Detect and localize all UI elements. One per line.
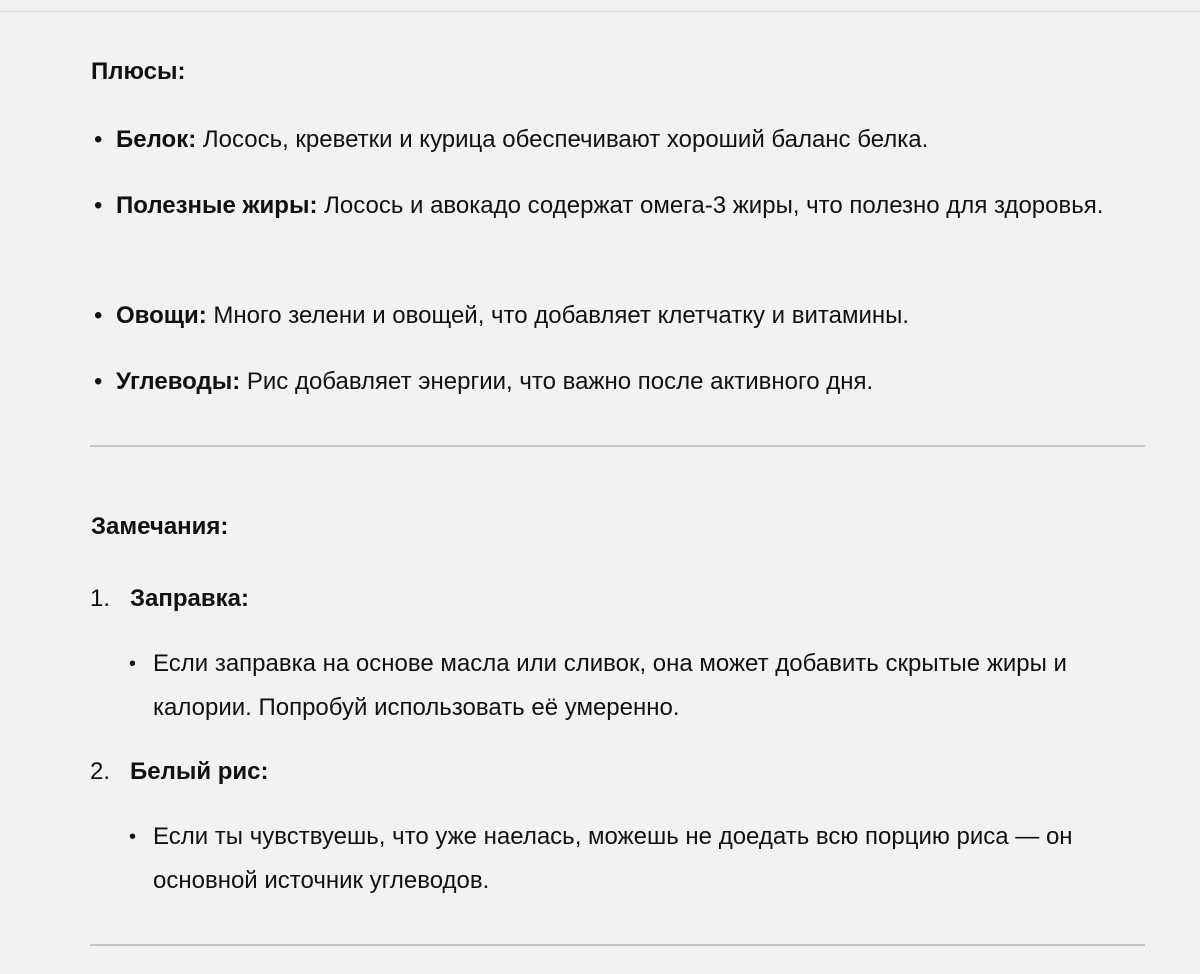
item-text: Много зелени и овощей, что добавляет клетчатку и витамины.: [206, 302, 910, 329]
item-label: Заправка:: [130, 585, 249, 612]
bullet-icon: •: [94, 302, 103, 329]
item-number: 1.: [90, 585, 111, 612]
sub-list: [126, 815, 1126, 903]
item-text: Рис добавляет энергии, что важно после активного дня.: [240, 368, 874, 395]
pros-heading: Плюсы:: [91, 58, 186, 85]
bullet-icon: •: [129, 826, 137, 848]
bullet-icon: •: [94, 192, 103, 219]
list-item: [126, 642, 1126, 730]
item-label: Овощи:: [116, 302, 207, 329]
pros-list: [90, 118, 1145, 404]
list-item: [126, 815, 1126, 903]
notes-heading: Замечания:: [91, 513, 229, 540]
item-text: Лосось и авокадо содержат омега-3 жиры, что полезно для здоровья.: [317, 192, 1104, 219]
bullet-icon: •: [94, 368, 103, 395]
item-text: Лосось, креветки и курица обеспечивают хороший баланс белка.: [196, 126, 929, 153]
list-item: [90, 360, 1145, 404]
item-text: Если заправка на основе масла или сливок, она может добавить скрытые жиры и калории. Попробуй использовать её умеренно.: [153, 650, 1067, 721]
section-divider: [90, 944, 1145, 946]
section-divider: [90, 445, 1145, 447]
list-item: [90, 184, 1145, 294]
numbered-item: [90, 757, 269, 787]
list-item: [90, 294, 1145, 360]
item-label: Полезные жиры:: [116, 192, 318, 219]
item-number: 2.: [90, 758, 111, 785]
sub-list: [126, 642, 1126, 730]
item-text: Если ты чувствуешь, что уже наелась, можешь не доедать всю порцию риса — он основной источник углеводов.: [153, 823, 1073, 894]
bullet-icon: •: [129, 653, 137, 675]
list-item: [90, 118, 1145, 184]
item-label: Белок:: [116, 126, 197, 153]
item-label: Углеводы:: [116, 368, 241, 395]
numbered-item: [90, 584, 249, 614]
bullet-icon: •: [94, 126, 103, 153]
top-divider: [0, 11, 1200, 12]
item-label: Белый рис:: [130, 758, 269, 785]
